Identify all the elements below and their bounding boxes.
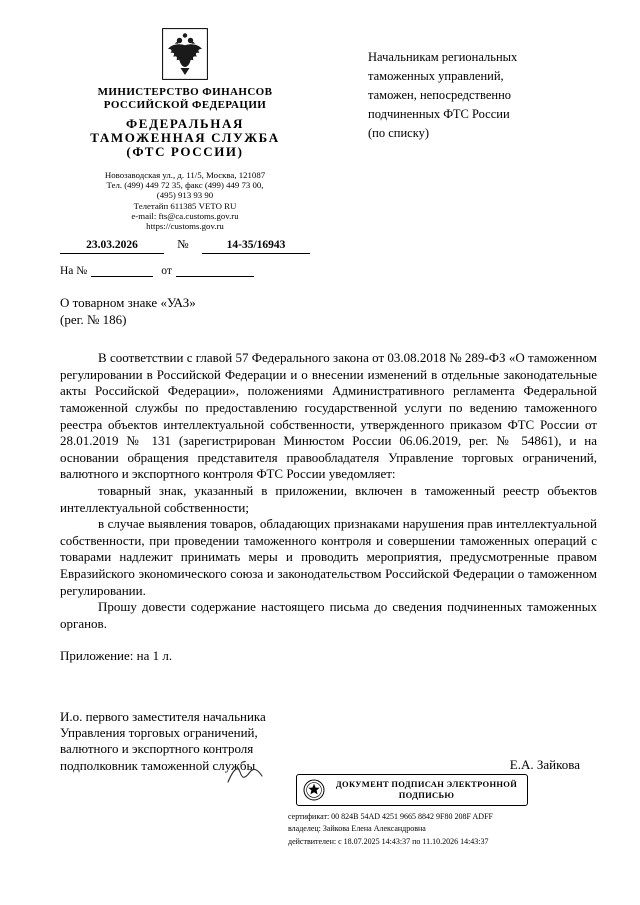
stamp-certificate: сертификат: 00 824B 54AD 4251 9665 8842 9F80 208F ADFF	[288, 811, 493, 821]
stamp-emblem-icon	[303, 779, 325, 801]
number-sign: №	[177, 237, 189, 252]
phone-line: (495) 913 93 90	[156, 190, 214, 201]
service-line: (ФТС РОССИИ)	[126, 144, 244, 159]
coat-of-arms-icon	[162, 28, 208, 80]
website-line: https://customs.gov.ru	[146, 221, 224, 232]
document-date: 23.03.2026	[60, 239, 164, 254]
reply-ref-number-blank	[91, 264, 153, 277]
addressee-line: (по списку)	[368, 126, 430, 140]
signer-name: Е.А. Зайкова	[509, 756, 580, 772]
signer-position-line: Управления торговых ограничений,	[60, 725, 258, 741]
subject-line: (рег. № 186)	[60, 312, 127, 328]
document-number: 14-35/16943	[202, 239, 310, 254]
stamp-validity: действителен: с 18.07.2025 14:43:37 по 11.10.2026 14:43:37	[288, 836, 489, 846]
stamp-title-box	[296, 774, 528, 806]
attachment-note: Приложение: на 1 л.	[60, 648, 173, 664]
body-paragraph: в случае выявления товаров, обладающих признаками нарушения прав интеллектуальной собственности, при проведении таможенного контроля и совершении таможенных операций с товарами надлежит принимать меры и проводить мероприятия, предусмотренные правом Евразийского экономического союза и законодательством Российской Федерации о таможенном регулировании.	[60, 516, 597, 598]
letterhead	[60, 28, 310, 277]
body-paragraph: В соответствии с главой 57 Федерального закона от 03.08.2018 № 289-ФЗ «О таможенном регулировании в Российской Федерации и о внесении изменений в отдельные законодательные акты Российской Федерации», положениями Административного регламента Федеральной таможенной службы по предоставлению государственной услуги по ведению таможенного реестра объектов интеллектуальной собственности, утвержденного приказом ФТС России от 28.01.2019 № 131 (зарегистрирован Минюстом России 06.06.2019, рег. № 54861), и на основании обращения представителя правообладателя Управление торговых ограничений, валютного и экспортного контроля ФТС России уведомляет:	[60, 350, 597, 482]
postal-address: Новозаводская ул., д. 11/5, Москва, 121087	[104, 170, 266, 180]
signature-block	[60, 709, 597, 774]
body-paragraph: Прошу довести содержание настоящего письма до сведения подчиненных таможенных органов.	[60, 599, 597, 631]
digital-signature-stamp	[288, 774, 536, 849]
email-line: e-mail: fts@ca.customs.gov.ru	[131, 210, 239, 221]
reply-ref-from-label: от	[161, 265, 172, 278]
ministry-name	[60, 86, 310, 111]
contact-block	[60, 170, 310, 231]
reply-ref-label: На №	[60, 265, 88, 278]
addressee-line: таможенных управлений,	[368, 69, 504, 83]
service-line: ФЕДЕРАЛЬНАЯ	[126, 116, 244, 131]
service-name	[60, 117, 310, 159]
reply-ref-date-blank	[176, 264, 254, 277]
date-number-row	[60, 237, 310, 254]
phone-line: Тел. (499) 449 72 35, факс (499) 449 73 00,	[106, 180, 264, 191]
stamp-owner: владелец: Зайкова Елена Александровна	[288, 824, 426, 834]
subject-block	[60, 294, 597, 328]
signer-position-line: валютного и экспортного контроля	[60, 741, 254, 757]
signer-position-line: подполковник таможенной службы	[60, 757, 256, 773]
reply-reference-row	[60, 264, 310, 277]
addressee-line: таможен, непосредственно	[368, 88, 512, 102]
teletype-line: Телетайп 611385 VETO RU	[133, 200, 237, 211]
document-header	[60, 28, 597, 277]
body-paragraph: товарный знак, указанный в приложении, включен в таможенный реестр объектов интеллектуальной собственности;	[60, 482, 597, 515]
service-line: ТАМОЖЕННАЯ СЛУЖБА	[90, 130, 280, 145]
addressee-line: подчиненных ФТС России	[368, 107, 510, 121]
ministry-line: РОССИЙСКОЙ ФЕДЕРАЦИИ	[103, 98, 267, 111]
letter-body	[60, 350, 597, 632]
handwritten-signature	[224, 760, 266, 790]
ministry-line: МИНИСТЕРСТВО ФИНАНСОВ	[97, 86, 273, 98]
subject-line: О товарном знаке «УАЗ»	[60, 295, 196, 311]
stamp-details	[288, 811, 536, 849]
addressee-block	[368, 28, 583, 277]
stamp-title: ДОКУМЕНТ ПОДПИСАН ЭЛЕКТРОННОЙ ПОДПИСЬЮ	[335, 778, 518, 800]
coat-of-arms	[60, 28, 310, 80]
signer-position-line: И.о. первого заместителя начальника	[60, 708, 266, 724]
addressee-line: Начальникам региональных	[368, 50, 518, 64]
